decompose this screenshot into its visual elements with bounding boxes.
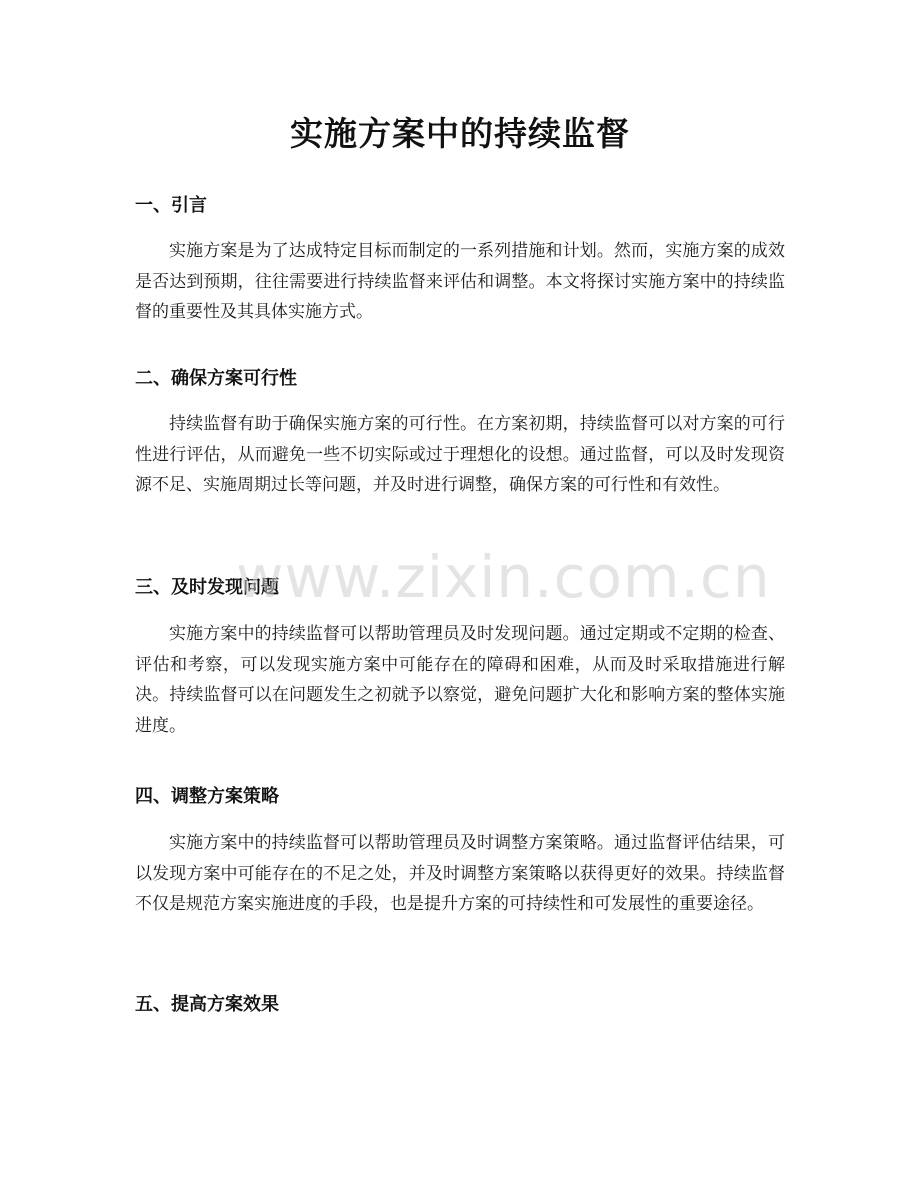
watermark-text: www.zixin.com.cn: [236, 543, 771, 611]
section-heading-introduction: 一、引言: [135, 195, 207, 216]
section-heading-find-problems: 三、及时发现问题: [135, 577, 279, 598]
section-paragraph-introduction: 实施方案是为了达成特定目标而制定的一系列措施和计划。然而，实施方案的成效是否达到预期，往往需要进行持续监督来评估和调整。本文将探讨实施方案中的持续监督的重要性及其具体实施方式。: [135, 241, 785, 322]
section-paragraph-find-problems: 实施方案中的持续监督可以帮助管理员及时发现问题。通过定期或不定期的检查、评估和考察，可以发现实施方案中可能存在的障碍和困难，从而及时采取措施进行解决。持续监督可以在问题发生之初就予以察觉，避免问题扩大化和影响方案的整体实施进度。: [135, 624, 785, 736]
section-paragraph-adjust-strategy: 实施方案中的持续监督可以帮助管理员及时调整方案策略。通过监督评估结果，可以发现方案中可能存在的不足之处，并及时调整方案策略以获得更好的效果。持续监督不仅是规范方案实施进度的手段，也是提升方案的可持续性和可发展性的重要途径。: [135, 833, 785, 914]
section-heading-adjust-strategy: 四、调整方案策略: [135, 786, 279, 807]
page-title: 实施方案中的持续监督: [290, 114, 630, 153]
section-heading-feasibility: 二、确保方案可行性: [135, 368, 297, 389]
section-paragraph-feasibility: 持续监督有助于确保实施方案的可行性。在方案初期，持续监督可以对方案的可行性进行评估，从而避免一些不切实际或过于理想化的设想。通过监督，可以及时发现资源不足、实施周期过长等问题，并及时进行调整，确保方案的可行性和有效性。: [135, 414, 785, 495]
section-heading-improve-effect: 五、提高方案效果: [135, 994, 279, 1015]
